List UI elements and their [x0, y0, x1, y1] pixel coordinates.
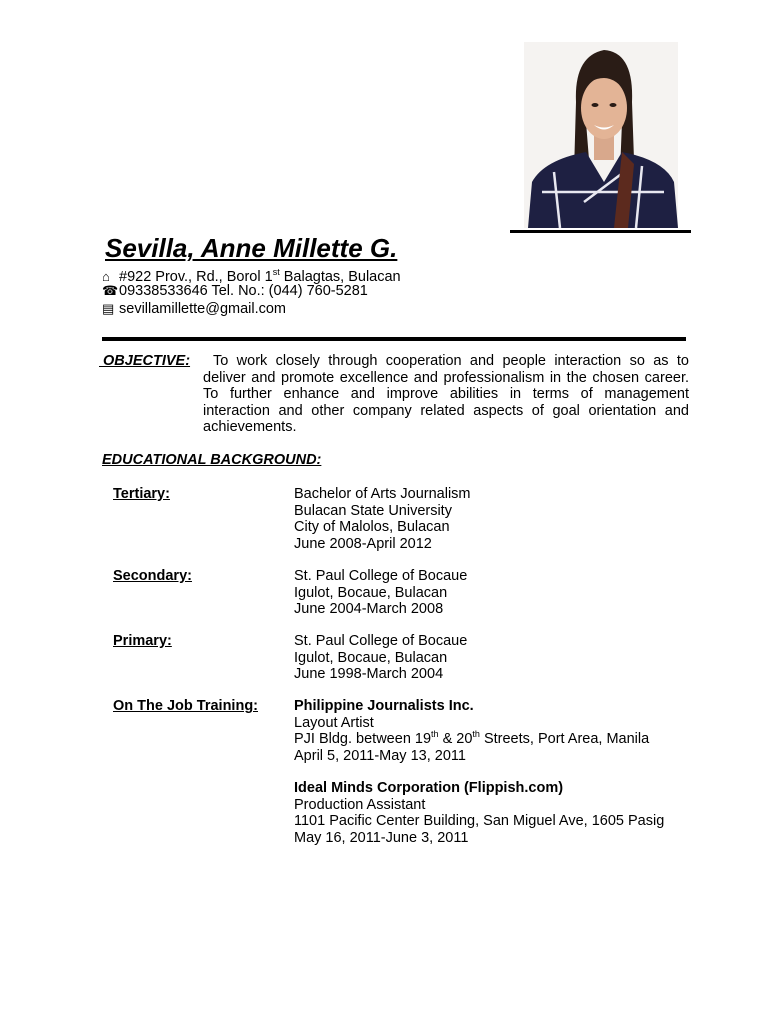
phone-icon: ☎	[102, 283, 119, 298]
ojt-2-role: Production Assistant	[294, 796, 426, 813]
tertiary-location: City of Malolos, Bulacan	[294, 519, 450, 535]
phone-text: 09338533646 Tel. No.: (044) 760-5281	[119, 283, 368, 299]
objective-text: To work closely through cooperation and people interaction so as to deliver and promote excellence and professionalism in the chosen career. To further enhance and improve abilities in terms of management interaction and other company related aspects of goal orientation and achievements.	[203, 353, 689, 435]
profile-photo	[524, 42, 678, 228]
address-text-start: #922 Prov., Rd., Borol 1	[119, 268, 273, 285]
address-text-end: Balagtas, Bulacan	[279, 268, 401, 285]
secondary-dates: June 2004-March 2008	[294, 601, 444, 617]
email-text: sevillamillette@gmail.com	[119, 301, 287, 317]
ojt-2-address: 1101 Pacific Center Building, San Miguel Ave, 1605 Pasig	[294, 813, 665, 829]
education-title: EDUCATIONAL BACKGROUND:	[102, 452, 322, 468]
house-icon: ⌂	[102, 268, 110, 284]
primary-dates: June 1998-March 2004	[294, 666, 444, 682]
ojt-label: On The Job Training:	[113, 698, 258, 714]
ojt-1-address-sup2: th	[472, 729, 480, 740]
secondary-label: Secondary:	[113, 568, 192, 584]
tertiary-details	[294, 486, 471, 552]
email-line	[102, 300, 286, 318]
primary-school: St. Paul College of Bocaue	[294, 633, 468, 649]
header-divider	[102, 337, 686, 341]
primary-label: Primary:	[113, 633, 172, 649]
tertiary-label: Tertiary:	[113, 486, 170, 502]
ojt-1-dates: April 5, 2011-May 13, 2011	[294, 747, 466, 764]
objective-label: OBJECTIVE:	[99, 353, 191, 369]
secondary-school: St. Paul College of Bocaue	[294, 568, 468, 584]
ojt-1-company: Philippine Journalists Inc.	[294, 698, 474, 714]
ojt-1-address	[294, 731, 649, 748]
primary-location: Igulot, Bocaue, Bulacan	[294, 649, 448, 666]
tertiary-degree: Bachelor of Arts Journalism	[294, 486, 471, 502]
computer-icon: ▤	[102, 301, 115, 316]
ojt-1-address-c: Streets, Port Area, Manila	[479, 731, 650, 747]
ojt-2-dates: May 16, 2011-June 3, 2011	[294, 829, 469, 846]
tertiary-school: Bulacan State University	[294, 502, 452, 519]
secondary-details	[294, 568, 467, 618]
ojt-1-address-sup1: th	[431, 729, 439, 740]
profile-portrait	[524, 42, 678, 228]
candidate-name: Sevilla, Anne Millette G.	[105, 233, 398, 263]
tertiary-dates: June 2008-April 2012	[294, 535, 432, 552]
address-ordinal: st	[272, 267, 280, 277]
phone-line	[102, 282, 368, 300]
ojt-1-address-a: PJI Bldg. between 19	[294, 731, 432, 747]
secondary-location: Igulot, Bocaue, Bulacan	[294, 584, 448, 601]
ojt-1-address-b: & 20	[438, 731, 473, 747]
photo-underline	[510, 230, 691, 233]
ojt-1-role: Layout Artist	[294, 714, 374, 731]
ojt-job-2	[294, 780, 664, 846]
ojt-2-company: Ideal Minds Corporation (Flippish.com)	[294, 780, 564, 796]
primary-details	[294, 633, 467, 683]
ojt-job-1	[294, 698, 649, 764]
